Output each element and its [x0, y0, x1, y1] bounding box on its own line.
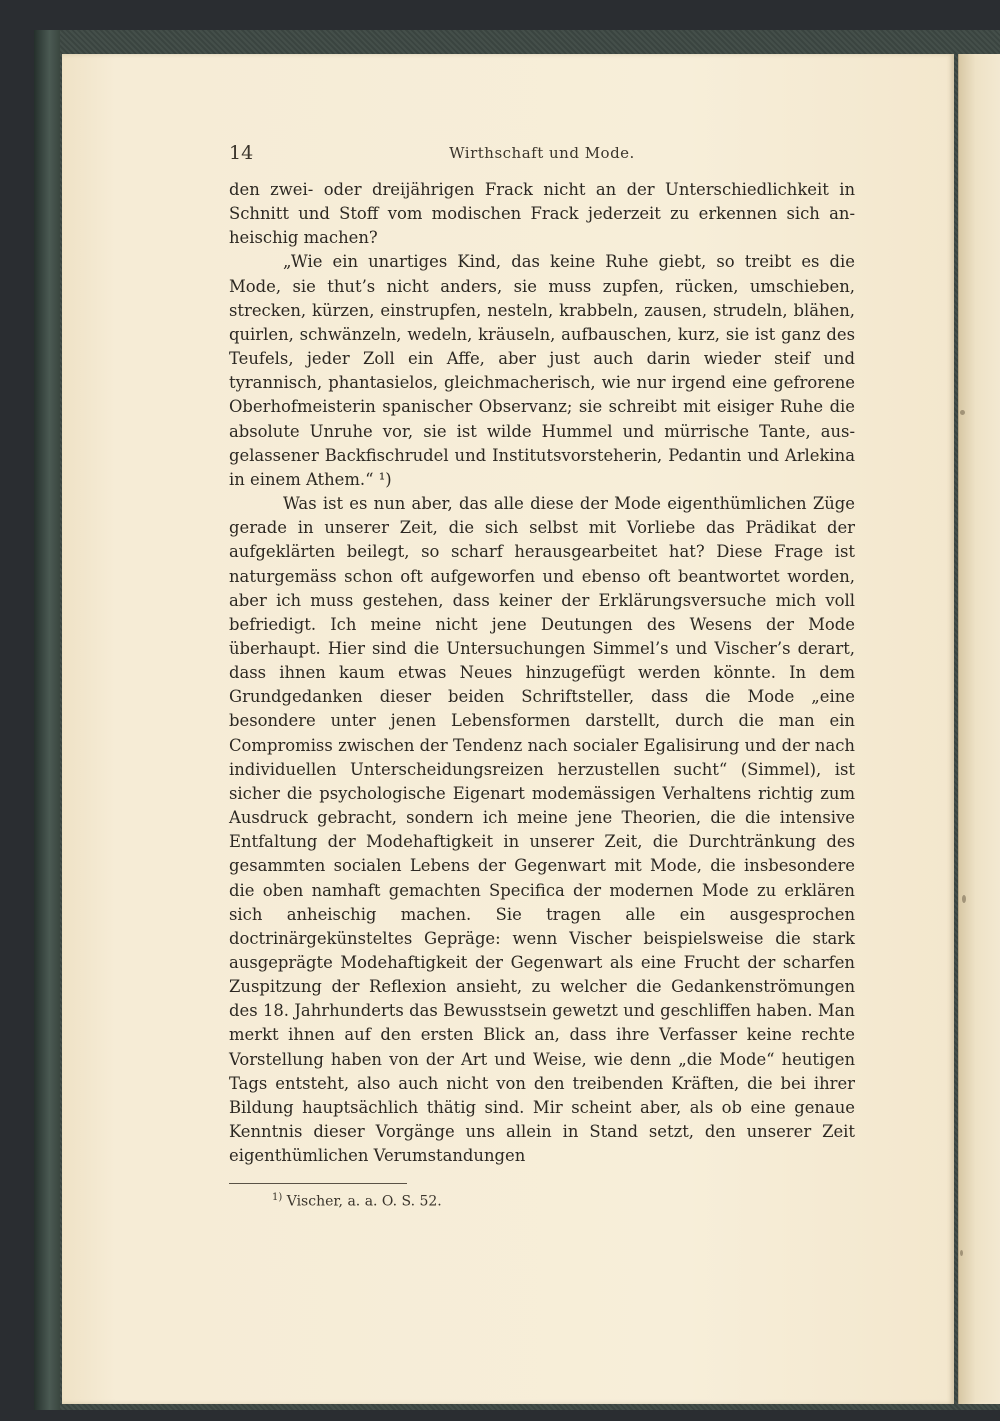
footnote-rule: [229, 1183, 407, 1184]
paragraph-quotation: „Wie ein unartiges Kind, das keine Ruhe giebt, so treibt es die Mode, sie thut’s nicht anders, sie muss zupfen, rücken, umschieben, strecken, kürzen, einstrupfen, nesteln, krabbeln, zausen, strudeln, blähen, quirlen, schwänzeln, wedeln, kräuseln, aufbauschen, kurz, sie ist ganz des Teufels, jeder Zoll ein Affe, aber just auch darin wieder steif und tyrannisch, phantasielos, gleichmacherisch, wie nur irgend eine gefrorene Oberhofmeisterin spanischer Observanz; sie schreibt mit eisiger Ruhe die absolute Unruhe vor, sie ist wilde Hummel und mürrische Tante, ausgelassener Backfischrudel und Institutsvorsteherin, Pedantin und Arlekina in einem Athem.“ ¹): [229, 252, 855, 489]
page-number: 14: [229, 142, 254, 164]
page-header: [229, 138, 855, 168]
paper-speck: [960, 410, 965, 415]
body-text: [229, 178, 855, 1168]
book-spine: [34, 30, 60, 1410]
paragraph-continued: den zwei- oder dreijährigen Frack nicht an der Unterschiedlichkeit in Schnitt und Stoff vom modischen Frack jederzeit zu erkennen sich anheischig machen?: [229, 180, 855, 248]
footnote-marker: 1): [272, 1192, 283, 1203]
adjacent-page-edge: [958, 54, 1000, 1404]
footnote-text: Vischer, a. a. O. S. 52.: [286, 1193, 442, 1210]
paragraph-argument: Was ist es nun aber, das alle diese der Mode eigenthümlichen Züge gerade in unserer Zeit, die sich selbst mit Vorliebe das Prädikat der aufgeklärten beilegt, so scharf herausgearbeitet hat? Diese Frage ist naturgemäss schon oft aufgeworfen und ebenso oft beantwortet worden, aber ich muss gestehen, dass keiner der Erklärungsversuche mich voll befriedigt. Ich meine nicht jene Deutungen des Wesens der Mode überhaupt. Hier sind die Untersuchungen Simmel’s und Vischer’s derart, dass ihnen kaum etwas Neues hinzugefügt werden könnte. In dem Grundgedanken dieser beiden Schriftsteller, dass die Mode „eine besondere unter jenen Lebensformen darstellt, durch die man ein Compromiss zwischen der Tendenz nach socialer Egalisirung und der nach individuellen Unterscheidungsreizen herzustellen sucht“ (Simmel), ist sicher die psychologische Eigenart modemässigen Verhaltens richtig zum Ausdruck gebracht, sondern ich meine jene Theorien, die die intensive Entfaltung der Modehaftigkeit in unserer Zeit, die Durchtränkung des gesammten socialen Lebens der Gegenwart mit Mode, die insbesondere die oben namhaft gemachten Specifica der modernen Mode zu erklären sich anheischig machen. Sie tragen alle ein ausgesprochen doctrinärgekünsteltes Gepräge: wenn Vischer beispielsweise die stark ausgeprägte Modehaftigkeit der Gegenwart als eine Frucht der scharfen Zuspitzung der Reflexion ansieht, zu welcher die Gedankenströmungen des 18. Jahrhunderts das Bewusstsein gewetzt und geschliffen haben. Man merkt ihnen auf den ersten Blick an, dass ihre Verfasser keine rechte Vorstellung haben von der Art und Weise, wie denn „die Mode“ heutigen Tags entsteht, also auch nicht von den treibenden Kräften, die bei ihrer Bildung hauptsächlich thätig sind. Mir scheint aber, als ob eine genaue Kenntnis dieser Vorgänge uns allein in Stand setzt, den unserer Zeit eigenthümlichen Verumstandungen: [229, 494, 855, 1166]
paper-speck: [960, 1250, 963, 1256]
footnote: [272, 1192, 832, 1210]
paper-speck: [962, 895, 966, 903]
running-title: Wirthschaft und Mode.: [449, 144, 635, 162]
